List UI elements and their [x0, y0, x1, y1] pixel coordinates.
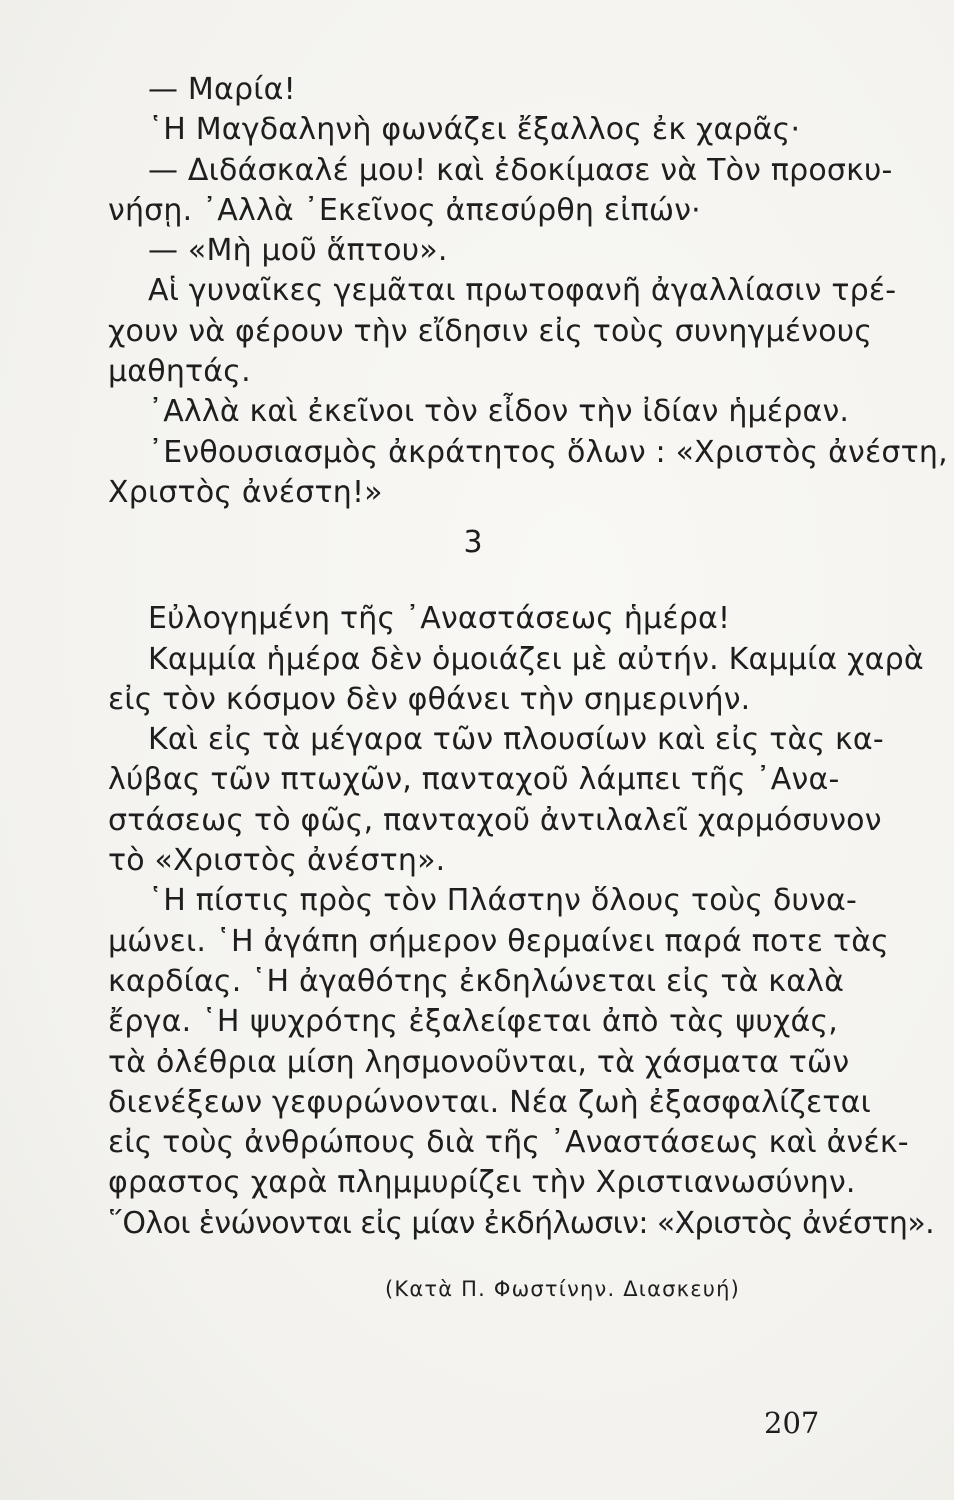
text-line: διενέξεων γεφυρώνονται. Νέα ζωὴ ἐξασφαλίζεται: [108, 1084, 871, 1120]
text-line: μώνει. ῾Η ἀγάπη σήμερον θερμαίνει παρά ποτε τὰς: [108, 923, 889, 959]
text-line: τὰ ὀλέθρια μίση λησμονοῦνται, τὰ χάσματα τῶν: [108, 1044, 850, 1080]
source-attribution: (Κατὰ Π. Φωστίνην. Διασκευή): [385, 1277, 741, 1301]
text-line: ᾿Αλλὰ καὶ ἐκεῖνοι τὸν εἶδον τὴν ἰδίαν ἡμέραν.: [148, 394, 850, 430]
text-line: λύβας τῶν πτωχῶν, πανταχοῦ λάμπει τῆς ᾿Ανα-: [108, 762, 840, 798]
text-line: Καμμία ἡμέρα δὲν ὁμοιάζει μὲ αὐτήν. Καμμία χαρὰ: [148, 641, 924, 677]
text-line: Εὐλογημένη τῆς ᾿Αναστάσεως ἡμέρα!: [148, 601, 731, 637]
text-line: Χριστὸς ἀνέστη!»: [108, 474, 383, 510]
text-line: — Μαρία!: [148, 72, 296, 107]
text-line: — Διδάσκαλέ μου! καὶ ἐδοκίμασε νὰ Τὸν προσκυ-: [148, 152, 893, 188]
text-line: ᾿Ενθουσιασμὸς ἀκράτητος ὅλων : «Χριστὸς ἀνέστη,: [148, 434, 948, 470]
text-line: στάσεως τὸ φῶς, πανταχοῦ ἀντιλαλεῖ χαρμόσυνον: [108, 802, 882, 838]
text-line: τὸ «Χριστὸς ἀνέστη».: [108, 843, 446, 879]
text-line: ῾Η Μαγδαληνὴ φωνάζει ἔξαλλος ἐκ χαρᾶς·: [148, 112, 801, 148]
text-line: φραστος χαρὰ πλημμυρίζει τὴν Χριστιανωσύνην.: [108, 1165, 856, 1201]
text-line: ῞Ολοι ἑνώνονται εἰς μίαν ἐκδήλωσιν: «Χριστὸς ἀνέστη».: [108, 1205, 935, 1241]
text-line: μαθητάς.: [108, 354, 251, 390]
body-text: [108, 70, 948, 1244]
page-number: 207: [764, 1406, 820, 1440]
text-line: εἰς τὸν κόσμον δὲν φθάνει τὴν σημερινήν.: [108, 681, 751, 717]
section-number: 3: [463, 525, 483, 561]
text-line: εἰς τοὺς ἀνθρώπους διὰ τῆς ᾿Αναστάσεως καὶ ἀνέκ-: [108, 1125, 909, 1161]
text-line: χουν νὰ φέρουν τὴν εἴδησιν εἰς τοὺς συνηγμένους: [108, 313, 873, 349]
text-line: καρδίας. ῾Η ἀγαθότης ἐκδηλώνεται εἰς τὰ καλὰ: [108, 963, 845, 999]
text-line: νήσῃ. ᾿Αλλὰ ᾿Εκεῖνος ἀπεσύρθη εἰπών·: [108, 192, 701, 228]
text-line: Καὶ εἰς τὰ μέγαρα τῶν πλουσίων καὶ εἰς τὰς κα-: [148, 722, 884, 758]
text-line: — «Μὴ μοῦ ἅπτου».: [148, 233, 448, 269]
text-line: ἔργα. ῾Η ψυχρότης ἐξαλείφεται ἀπὸ τὰς ψυχάς,: [108, 1004, 838, 1040]
text-line: ῾Η πίστις πρὸς τὸν Πλάστην ὅλους τοὺς δυνα-: [148, 883, 858, 919]
text-line: Αἱ γυναῖκες γεμᾶται πρωτοφανῆ ἀγαλλίασιν τρέ-: [148, 273, 897, 309]
